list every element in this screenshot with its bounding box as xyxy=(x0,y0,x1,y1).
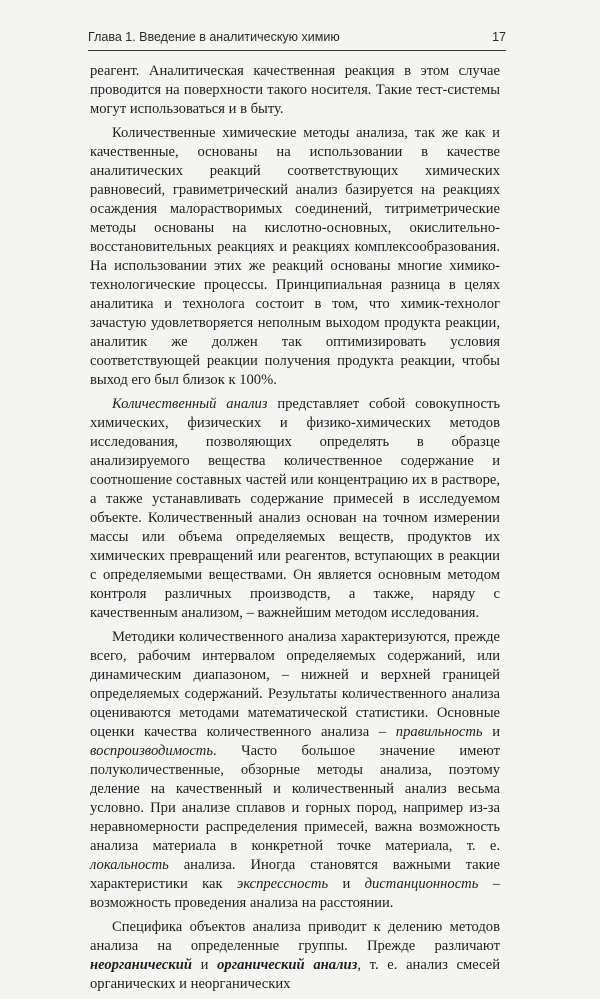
paragraph-4-text-1: Методики количественного анализа характеризуются, прежде всего, рабочим интервалом определяемых содержаний, или динамическим диапазоном, – нижней и верхней границей определяемых содержаний. Результаты количественного анализа оцениваются методами математической статистики. Основные оценки качества количественного анализа – xyxy=(90,629,500,740)
page-number: 17 xyxy=(492,30,506,44)
term-inorganic: неорганический xyxy=(90,957,192,973)
paragraph-4-text-2: и xyxy=(482,724,501,740)
paragraph-1-text: реагент. Аналитическая качественная реакция в этом случае проводится на поверхности такого носителя. Такие тест-системы могут использоваться и в быту. xyxy=(90,63,500,117)
paragraph-4-text-3: . Часто большое значение имеют полуколичественные, обзорные методы анализа, поэтому деление на качественный и количественный анализ весьма условно. При анализе сплавов и горных пород, например из-за неравномерности распределения примесей, важна возможность анализа материала в конкретной точке материала, т. е. xyxy=(90,743,500,854)
chapter-title: Глава 1. Введение в аналитическую химию xyxy=(88,30,340,44)
paragraph-4 xyxy=(90,628,500,913)
paragraph-2 xyxy=(90,124,500,390)
term-expressness: экспрессность xyxy=(236,876,329,892)
term-organic-analysis: органический анализ xyxy=(217,957,358,973)
running-header xyxy=(88,30,506,44)
paragraph-4-text-4: анализа. Иногда становятся важными такие характеристики как xyxy=(90,857,500,892)
page-body xyxy=(90,62,500,999)
header-rule xyxy=(88,50,506,51)
paragraph-4-text-5: и xyxy=(328,876,365,892)
term-quantitative-analysis: Количественный анализ xyxy=(112,396,268,412)
term-reproducibility: воспроизводимость xyxy=(90,743,213,759)
paragraph-3 xyxy=(90,395,500,623)
paragraph-5-text-3: , т. е. анализ смесей органических и неорганических xyxy=(90,957,501,992)
term-correctness: правильность xyxy=(395,724,483,740)
paragraph-5-text-1: Специфика объектов анализа приводит к делению методов анализа на определенные группы. Прежде различают xyxy=(90,919,500,954)
term-locality: локальность xyxy=(90,857,169,873)
paragraph-5 xyxy=(90,918,500,994)
paragraph-1 xyxy=(90,62,500,119)
paragraph-5-text-2: и xyxy=(191,957,218,973)
paragraph-2-text: Количественные химические методы анализа, так же как и качественные, основаны на использовании в качестве аналитических реакций соответствующих химических равновесий, гравиметрический анализ базируется на реакциях осаждения малорастворимых соединений, титриметрические методы основаны на кислотно-основных, окислительно-восстановительных реакциях и реакциях комплексообразования. На использовании этих же реакций основаны многие химико-технологические процессы. Принципиальная разница в целях аналитика и технолога состоит в том, что химик-технолог зачастую удовлетворяется неполным выходом продукта реакции, аналитик же должен так оптимизировать условия соответствующей реакции получения продукта реакции, чтобы выход его был близок к 100%. xyxy=(90,125,500,388)
term-remoteness: дистанционность xyxy=(364,876,479,892)
paragraph-3-text: представляет собой совокупность химических, физических и физико-химических методов исследования, позволяющих определять в образце анализируемого вещества количественное содержание и соотношение составных частей или концентрацию их в растворе, а также устанавливать содержание примесей в исследуемом объекте. Количественный анализ основан на точном измерении массы или объема определяемых веществ, продуктов их химических превращений или реагентов, вступающих в реакции с определяемыми веществами. Он является основным методом контроля различных производств, а также, наряду с качественным анализом, – важнейшим методом исследования. xyxy=(90,396,500,621)
paragraph-4-text-6: – возможность проведения анализа на расстоянии. xyxy=(90,876,501,911)
